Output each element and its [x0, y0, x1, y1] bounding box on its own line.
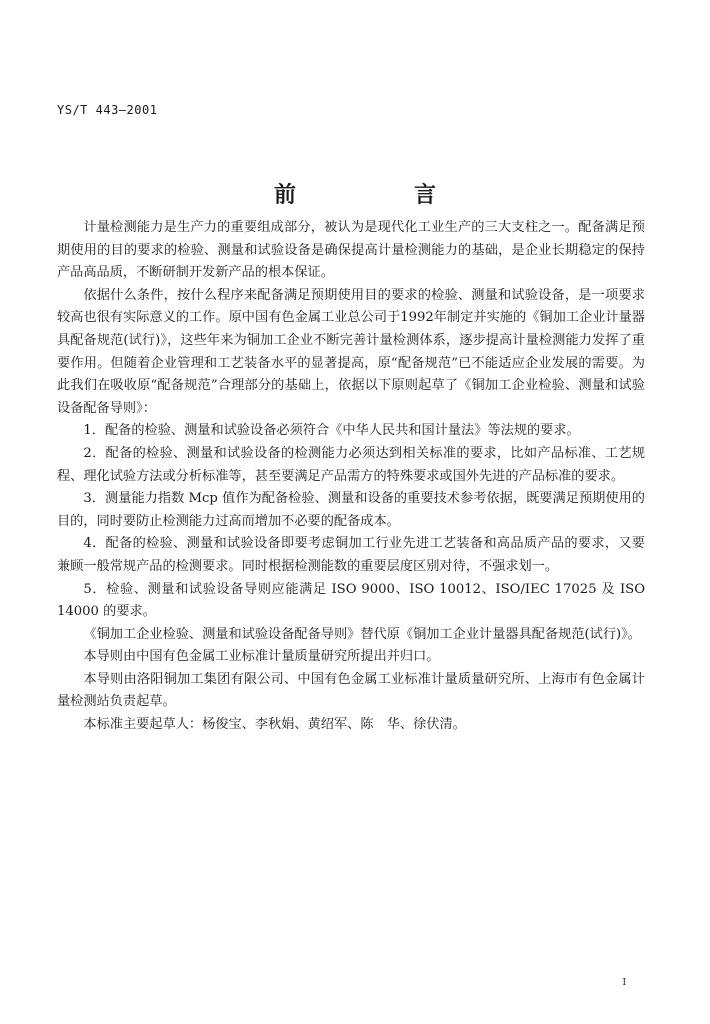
- paragraph: 5．检验、测量和试验设备导则应能满足 ISO 9000、ISO 10012、ISO/IEC 17025 及 ISO 14000 的要求。: [57, 581, 645, 620]
- paragraph: 3．测量能力指数 Mcp 值作为配备检验、测量和设备的重要技术参考依据，既要满足预期使用的目的，同时要防止检测能力过高而增加不必要的配备成本。: [57, 491, 645, 529]
- paragraph: 2．配备的检验、测量和试验设备的检测能力必须达到相关标准的要求，比如产品标准、工艺规程、理化试验方法或分析标准等，甚至要满足产品需方的特殊要求或国外先进的产品标准的要求。: [57, 445, 645, 484]
- paragraph: 本导则由洛阳铜加工集团有限公司、中国有色金属工业标准计量质量研究所、上海市有色金属计量检测站负责起草。: [57, 671, 645, 710]
- foreword-body: [57, 217, 645, 737]
- page-number: I: [622, 978, 626, 988]
- standard-code: YS/T 443—2001: [57, 103, 158, 117]
- paragraph: 4．配备的检验、测量和试验设备即要考虑铜加工行业先进工艺装备和高品质产品的要求，又要兼顾一般常规产品的检测要求。同时根据检测能数的重要层度区别对待，不强求划一。: [57, 536, 645, 574]
- paragraph: 1．配备的检验、测量和试验设备必须符合《中华人民共和国计量法》等法规的要求。: [83, 423, 580, 439]
- paragraph: 本标准主要起草人：杨俊宝、李秋娟、黄绍军、陈 华、徐伏清。: [83, 717, 466, 733]
- paragraph: 依据什么条件，按什么程序来配备满足预期使用目的要求的检验、测量和试验设备，是一项要求较高也很有实际意义的工作。原中国有色金属工业总公司于1992年制定并实施的《铜加工企业计量器具配备规范(试行)》，这些年来为铜加工企业不断完善计量检测体系，逐步提高计量检测能力发挥了重要作用。但随着企业管理和工艺装备水平的显著提高，原“配备规范”已不能适应企业发展的需要。为此我们在吸收原“配备规范”合理部分的基础上，依据以下原则起草了《铜加工企业检验、测量和试验设备配备导则》：: [57, 287, 645, 416]
- paragraph: 本导则由中国有色金属工业标准计量质量研究所提出并归口。: [83, 649, 440, 665]
- paragraph: 《铜加工企业检验、测量和试验设备配备导则》替代原《铜加工企业计量器具配备规范(试行)》。: [83, 626, 641, 642]
- page-title: 前 言: [273, 182, 484, 208]
- paragraph: 计量检测能力是生产力的重要组成部分，被认为是现代化工业生产的三大支柱之一。配备满足预期使用的目的要求的检验、测量和试验设备是确保提高计量检测能力的基础，是企业长期稳定的保持产品高品质，不断研制开发新产品的根本保证。: [57, 220, 645, 281]
